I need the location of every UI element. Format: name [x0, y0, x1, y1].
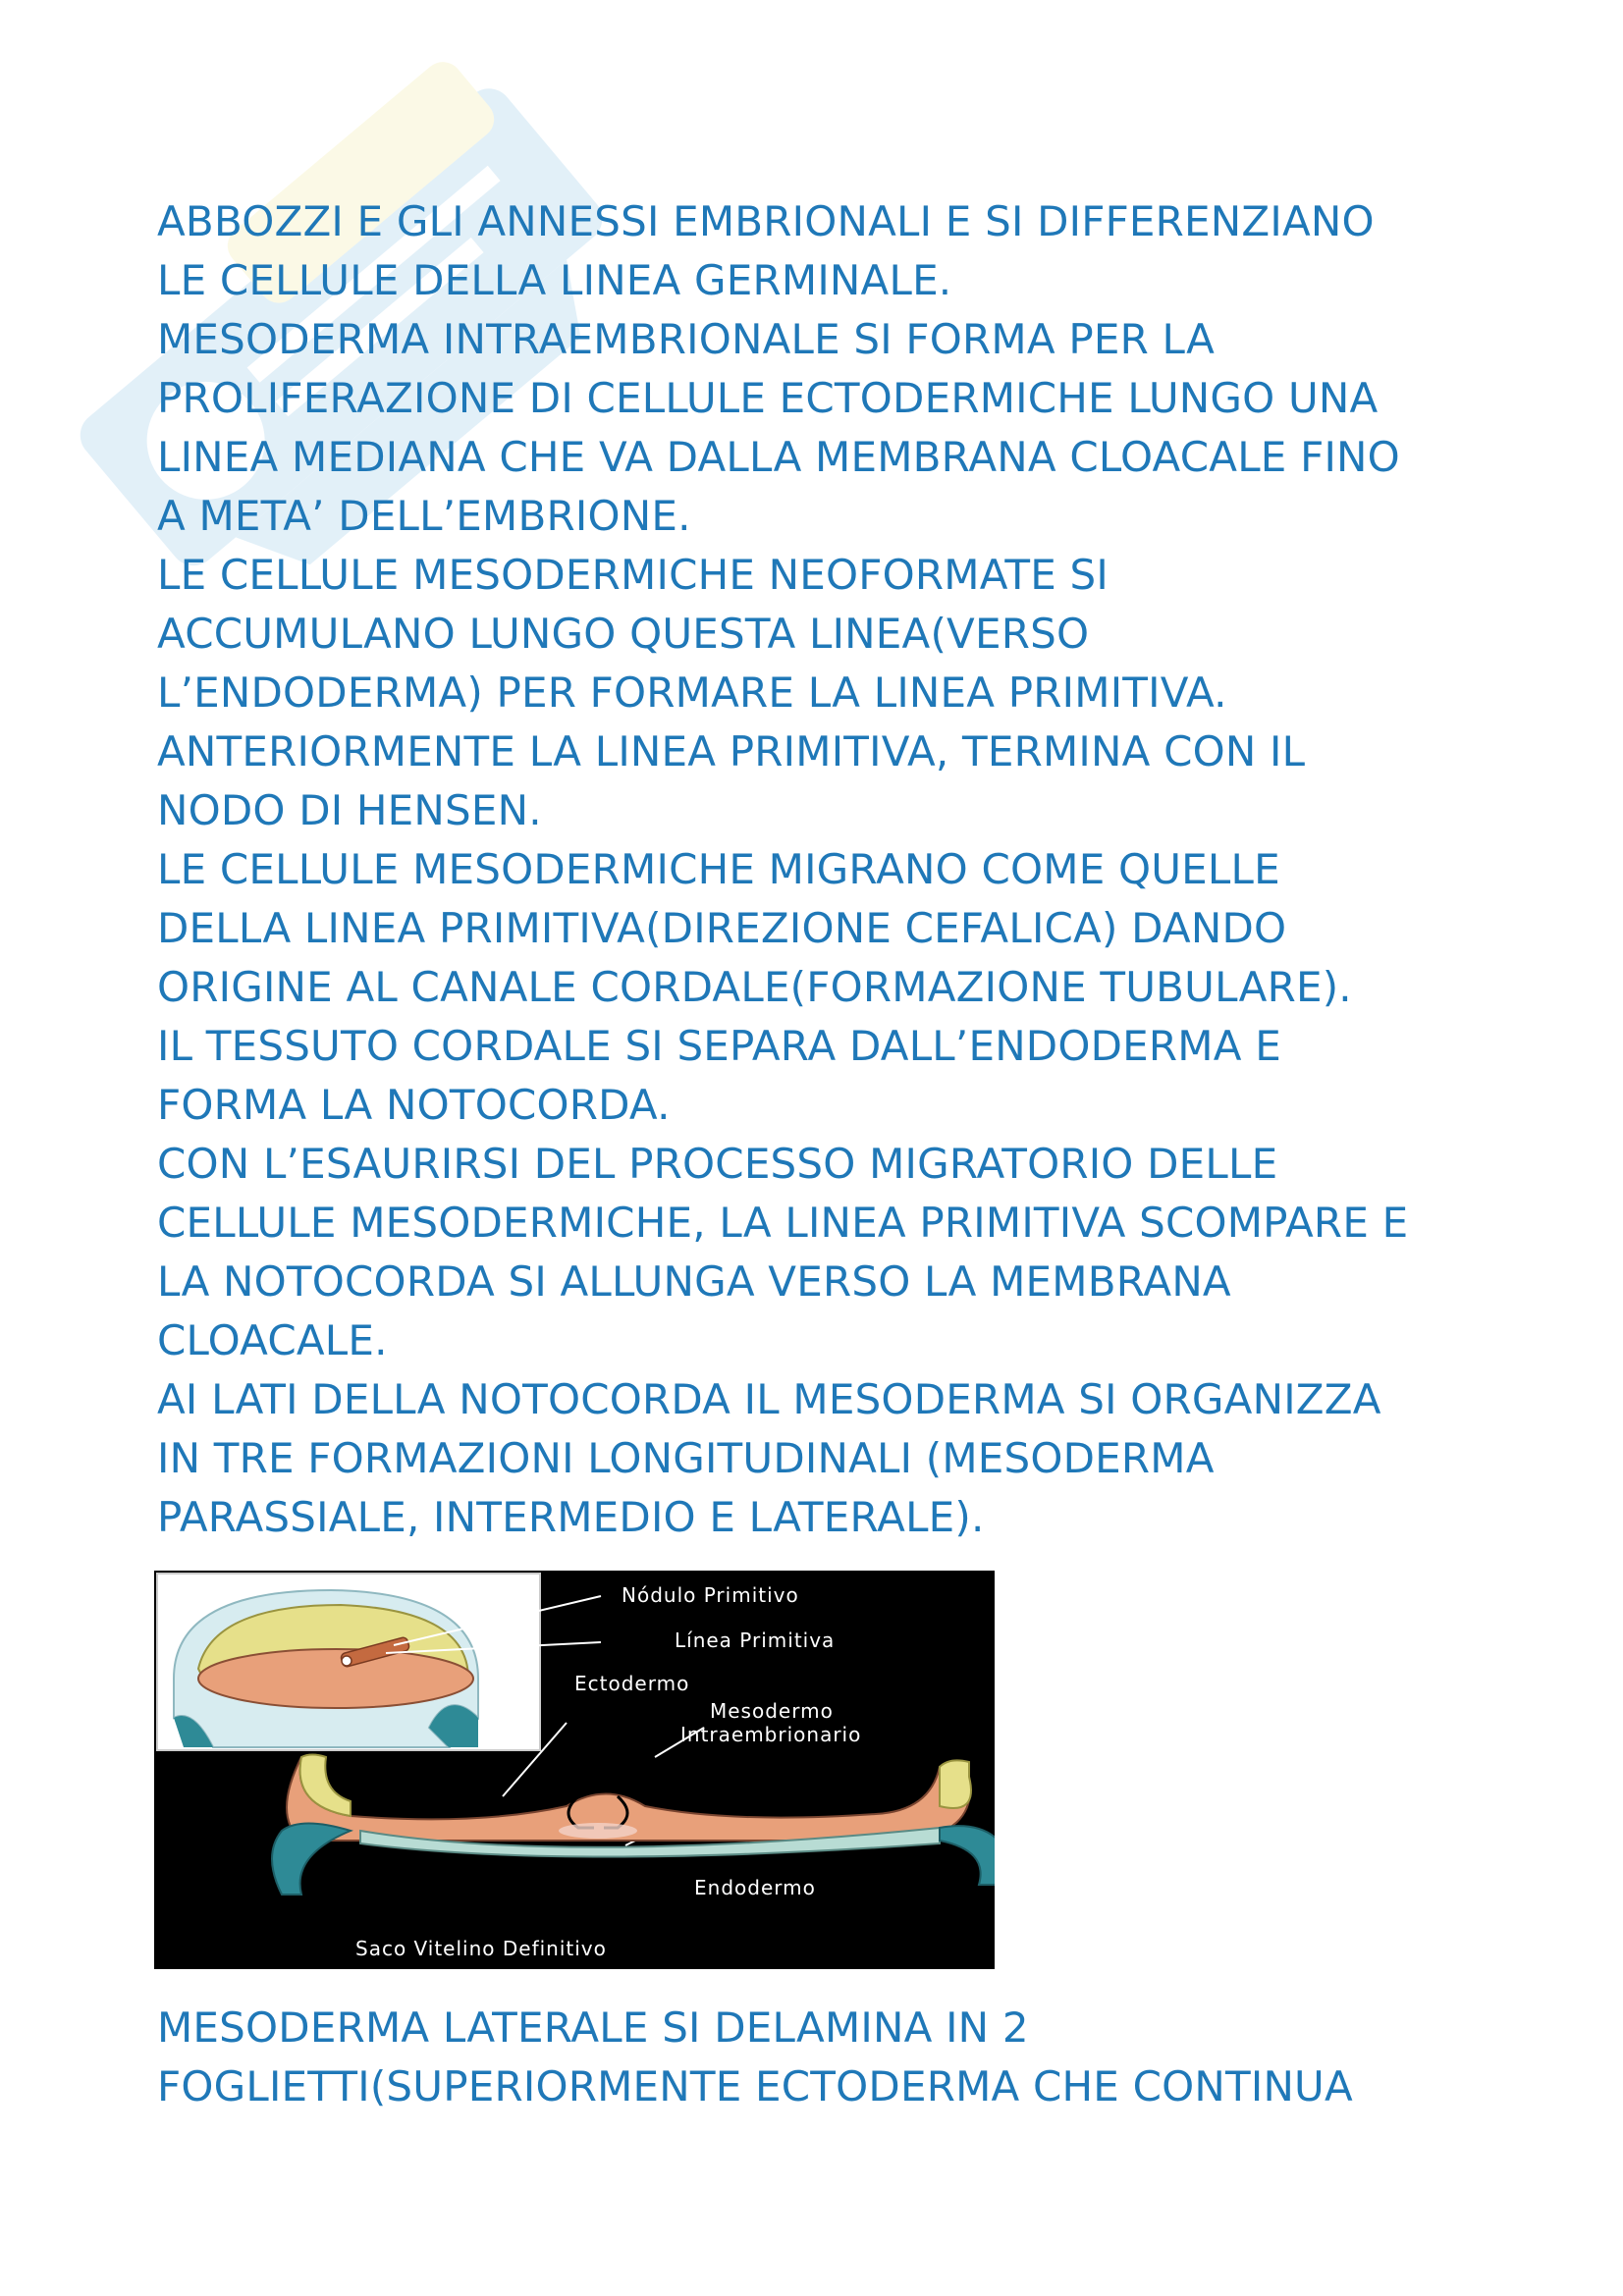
label-mesodermo-line1: Mesodermo [710, 1699, 834, 1723]
paragraph-3: LE CELLULE MESODERMICHE NEOFORMATE SI ACCUMULANO LUNGO QUESTA LINEA(VERSO L’ENDODERMA) PER FORMARE LA LINEA PRIMITIVA. [157, 551, 1227, 717]
main-text-continued [157, 1999, 1492, 2116]
label-linea-primitiva: Línea Primitiva [675, 1629, 836, 1652]
label-ectodermo: Ectodermo [574, 1672, 690, 1695]
paragraph-1: ABBOZZI E GLI ANNESSI EMBRIONALI E SI DIFFERENZIANO LE CELLULE DELLA LINEA GERMINALE. [157, 197, 1375, 304]
label-endodermo: Endodermo [694, 1876, 816, 1899]
label-nodulo-primitivo: Nódulo Primitivo [622, 1583, 799, 1607]
embryo-diagram [154, 1571, 995, 1969]
paragraph-6: IL TESSUTO CORDALE SI SEPARA DALL’ENDODERMA E FORMA LA NOTOCORDA. [157, 1022, 1281, 1129]
inset-panel [157, 1574, 540, 1750]
main-text [157, 192, 1492, 1547]
paragraph-8: AI LATI DELLA NOTOCORDA IL MESODERMA SI ORGANIZZA IN TRE FORMAZIONI LONGITUDINALI (MESODERMA PARASSIALE, INTERMEDIO E LATERALE). [157, 1375, 1381, 1541]
paragraph-2: MESODERMA INTRAEMBRIONALE SI FORMA PER LA PROLIFERAZIONE DI CELLULE ECTODERMICHE LUNGO UNA LINEA MEDIANA CHE VA DALLA MEMBRANA CLOACALE FINO A META’ DELL’EMBRIONE. [157, 315, 1400, 540]
label-saco-vitelino: Saco Vitelino Definitivo [355, 1937, 607, 1960]
label-mesodermo-line2: Intraembrionario [680, 1723, 862, 1746]
paragraph-7: CON L’ESAURIRSI DEL PROCESSO MIGRATORIO DELLE CELLULE MESODERMICHE, LA LINEA PRIMITIVA SCOMPARE E LA NOTOCORDA SI ALLUNGA VERSO LA MEMBRANA CLOACALE. [157, 1140, 1409, 1364]
paragraph-4: ANTERIORMENTE LA LINEA PRIMITIVA, TERMINA CON IL NODO DI HENSEN. [157, 727, 1306, 834]
paragraph-9: MESODERMA LATERALE SI DELAMINA IN 2 FOGLIETTI(SUPERIORMENTE ECTODERMA CHE CONTINUA [157, 2003, 1353, 2110]
paragraph-5: LE CELLULE MESODERMICHE MIGRANO COME QUELLE DELLA LINEA PRIMITIVA(DIREZIONE CEFALICA) DANDO ORIGINE AL CANALE CORDALE(FORMAZIONE TUBULARE). [157, 845, 1352, 1011]
